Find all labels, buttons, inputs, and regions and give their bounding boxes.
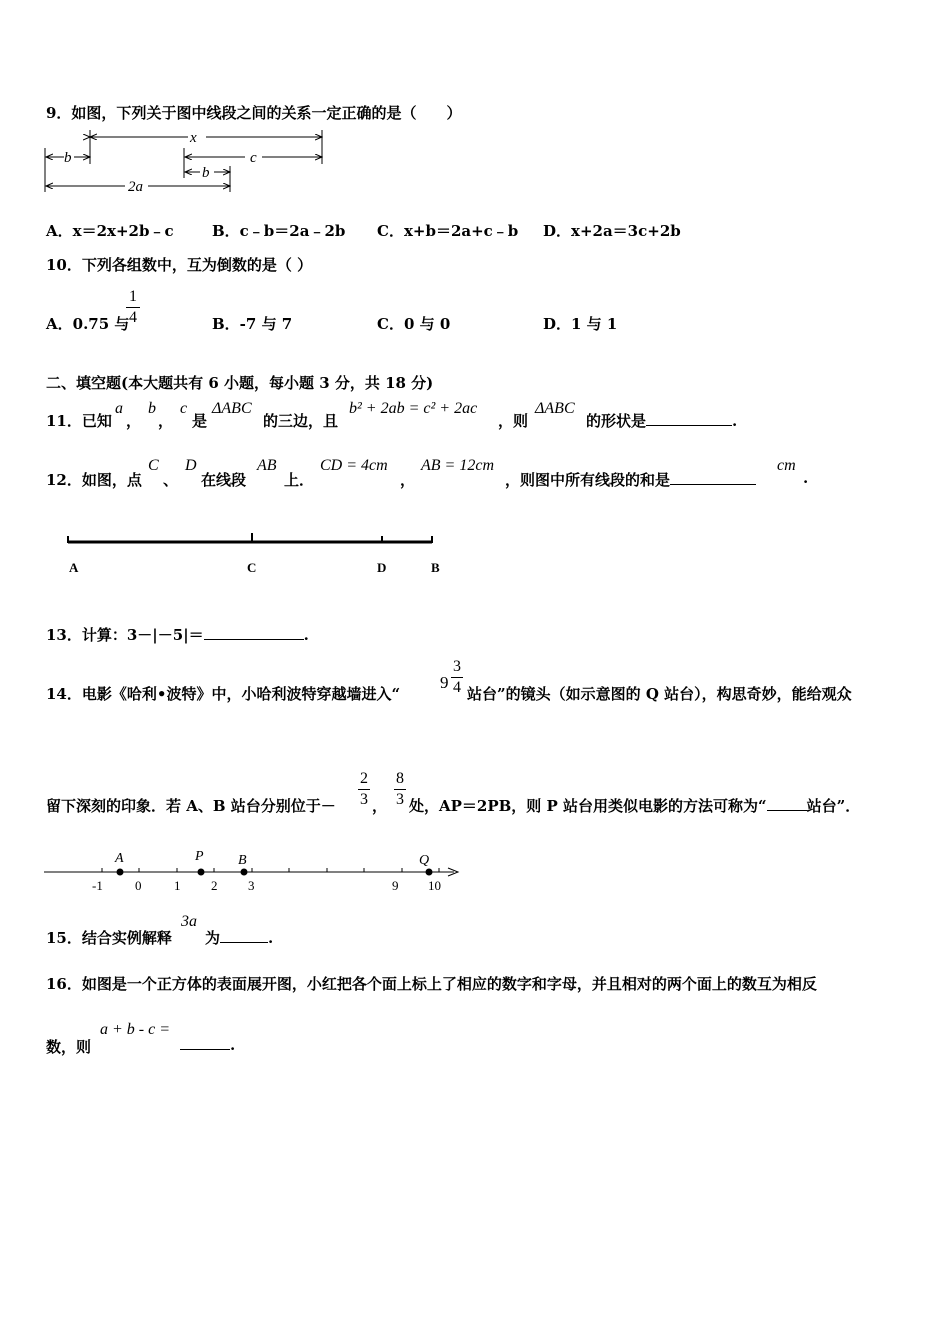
q13-label: 13．计算：3－|－5|＝ xyxy=(46,626,204,644)
q12-segment-figure xyxy=(60,528,450,578)
q12-segment-ab: AB xyxy=(257,457,277,474)
q9-label-x: x xyxy=(190,130,197,146)
q14-fraction-a xyxy=(358,770,370,809)
q15-pre: 15．结合实例解释 xyxy=(46,929,172,947)
q10-option-c: C．0 与 0 xyxy=(377,315,451,333)
q11-answer-blank[interactable] xyxy=(646,425,732,426)
q9-option-b: B．c﹣b＝2a﹣2b xyxy=(212,222,346,240)
q14-fraction-a-den: 3 xyxy=(360,791,368,808)
q12-label-a: A xyxy=(69,560,79,575)
q10-option-a xyxy=(46,313,129,334)
q16-expression: a + b - c = xyxy=(100,1021,171,1038)
q16-line1: 16．如图是一个正方体的表面展开图，小红把各个面上标上了相应的数字和字母，并且相对的两个面上的数互为相反 xyxy=(46,975,817,993)
q12-ab-length: AB = 12cm xyxy=(421,457,494,474)
q16-end: . xyxy=(230,1036,236,1054)
q14-tick-10: 10 xyxy=(428,878,441,893)
q12-text-1: 12．如图，点 xyxy=(46,471,142,489)
q14-tick-0: 0 xyxy=(135,878,142,893)
q14-whole: 9 xyxy=(440,673,449,692)
q12-comma: ， xyxy=(400,471,416,489)
q13-end: . xyxy=(303,626,309,644)
q9-label-c: c xyxy=(250,150,257,166)
q12-unit: cm xyxy=(777,457,796,474)
q12-label-b: B xyxy=(431,560,440,575)
q10-fraction-num: 1 xyxy=(129,288,137,305)
q12-point-c: C xyxy=(148,457,159,474)
q9-option-c: C．x+b＝2a+c﹣b xyxy=(377,222,519,240)
q14-line1-post: 站台”的镜头（如示意图的 Q 站台），构思奇妙，能给观众 xyxy=(467,685,852,703)
q14-line2-post xyxy=(409,795,860,816)
q12-label-c: C xyxy=(247,560,257,575)
q11-equation: b² + 2ab = c² + 2ac xyxy=(349,400,478,417)
q10-fraction-den: 4 xyxy=(129,309,137,326)
q13-text xyxy=(46,624,309,645)
q15-end: . xyxy=(268,929,274,947)
q13-answer-blank[interactable] xyxy=(204,639,304,640)
q10-stem: 10．下列各组数中，互为倒数的是（ ） xyxy=(46,256,313,274)
q11-var-c: c xyxy=(180,400,188,417)
q12-answer-blank[interactable] xyxy=(670,484,756,485)
q14-fraction-b xyxy=(394,770,406,809)
q12-text-2: 在线段 xyxy=(201,471,247,489)
q14-answer-blank[interactable] xyxy=(767,810,807,811)
q16-answer xyxy=(180,1036,235,1054)
q11-text-1: 11．已知 xyxy=(46,412,112,430)
q9-label-b-top: b xyxy=(64,150,72,166)
q14-fraction-a-num: 2 xyxy=(360,770,368,787)
q12-text-3: 上． xyxy=(284,471,315,489)
q12-label-d: D xyxy=(377,560,387,575)
q14-fraction-num: 3 xyxy=(453,658,461,675)
q12-point-d: D xyxy=(185,457,197,474)
q11-text-5-label: 的形状是 xyxy=(586,412,647,430)
q9-stem: 9．如图，下列关于图中线段之间的关系一定正确的是（ ） xyxy=(46,104,462,122)
q11-var-b: b xyxy=(148,400,156,417)
q14-tick-minus1: -1 xyxy=(92,878,103,893)
q10-option-d: D．1 与 1 xyxy=(543,315,618,333)
q11-comma-1: ， xyxy=(126,412,142,430)
q11-comma-2: ， xyxy=(158,412,174,430)
q11-triangle-2: ΔABC xyxy=(535,400,575,417)
q11-var-a: a xyxy=(115,400,123,417)
q9-label-b-bottom: b xyxy=(202,165,210,181)
q11-text-4: ，则 xyxy=(498,412,529,430)
q14-tick-2: 2 xyxy=(211,878,218,893)
q12-end: . xyxy=(803,469,809,487)
q11-text-3: 的三边，且 xyxy=(263,412,339,430)
q14-line2-post-label: 处，AP＝2PB，则 P 站台用类似电影的方法可称为“ xyxy=(409,797,767,815)
q14-number-line xyxy=(44,848,464,896)
q9-option-a: A．x＝2x+2b﹣c xyxy=(46,222,174,240)
q11-text-5 xyxy=(586,410,737,431)
q9-segment-figure xyxy=(40,126,340,198)
q15-answer-blank[interactable] xyxy=(220,942,268,943)
q14-tick-3: 3 xyxy=(248,878,255,893)
q14-fraction-b-num: 8 xyxy=(396,770,404,787)
q15-expression: 3a xyxy=(181,913,197,930)
q14-comma: ， xyxy=(372,797,388,815)
q9-label-2a: 2a xyxy=(128,179,143,195)
q14-fraction-b-den: 3 xyxy=(396,791,404,808)
q14-point-b: B xyxy=(238,853,247,868)
q11-end: . xyxy=(732,412,738,430)
q15-post xyxy=(205,927,273,948)
q10-option-b: B．-7 与 7 xyxy=(212,315,293,333)
q14-line1-pre: 14．电影《哈利•波特》中，小哈利波特穿越墙进入“ xyxy=(46,685,401,703)
q14-tick-1: 1 xyxy=(174,878,181,893)
q14-point-p: P xyxy=(195,849,204,864)
q11-triangle-1: ΔABC xyxy=(212,400,252,417)
q14-fraction xyxy=(451,658,463,697)
q16-line2-pre: 数，则 xyxy=(46,1038,92,1056)
q12-text-4-label: ，则图中所有线段的和是 xyxy=(505,471,671,489)
q15-post-label: 为 xyxy=(205,929,221,947)
q16-answer-blank[interactable] xyxy=(180,1049,230,1050)
q10-fraction xyxy=(126,288,140,327)
q12-separator: 、 xyxy=(163,471,179,489)
q9-option-d: D．x+2a＝3c+2b xyxy=(543,222,681,240)
q14-point-q: Q xyxy=(419,853,430,868)
q14-line2-end: 站台”． xyxy=(806,797,861,815)
q11-text-2: 是 xyxy=(192,412,208,430)
q14-tick-9: 9 xyxy=(392,878,399,893)
q12-cd-length: CD = 4cm xyxy=(320,457,388,474)
q12-text-4 xyxy=(505,469,756,490)
q14-fraction-den: 4 xyxy=(453,679,461,696)
q14-line2-pre: 留下深刻的印象．若 A、B 站台分别位于－ xyxy=(46,797,336,815)
section2-heading: 二、填空题(本大题共有 6 小题，每小题 3 分，共 18 分) xyxy=(46,374,434,392)
q14-point-a: A xyxy=(115,851,124,866)
q10-option-a-text: A．0.75 与 xyxy=(46,315,130,333)
